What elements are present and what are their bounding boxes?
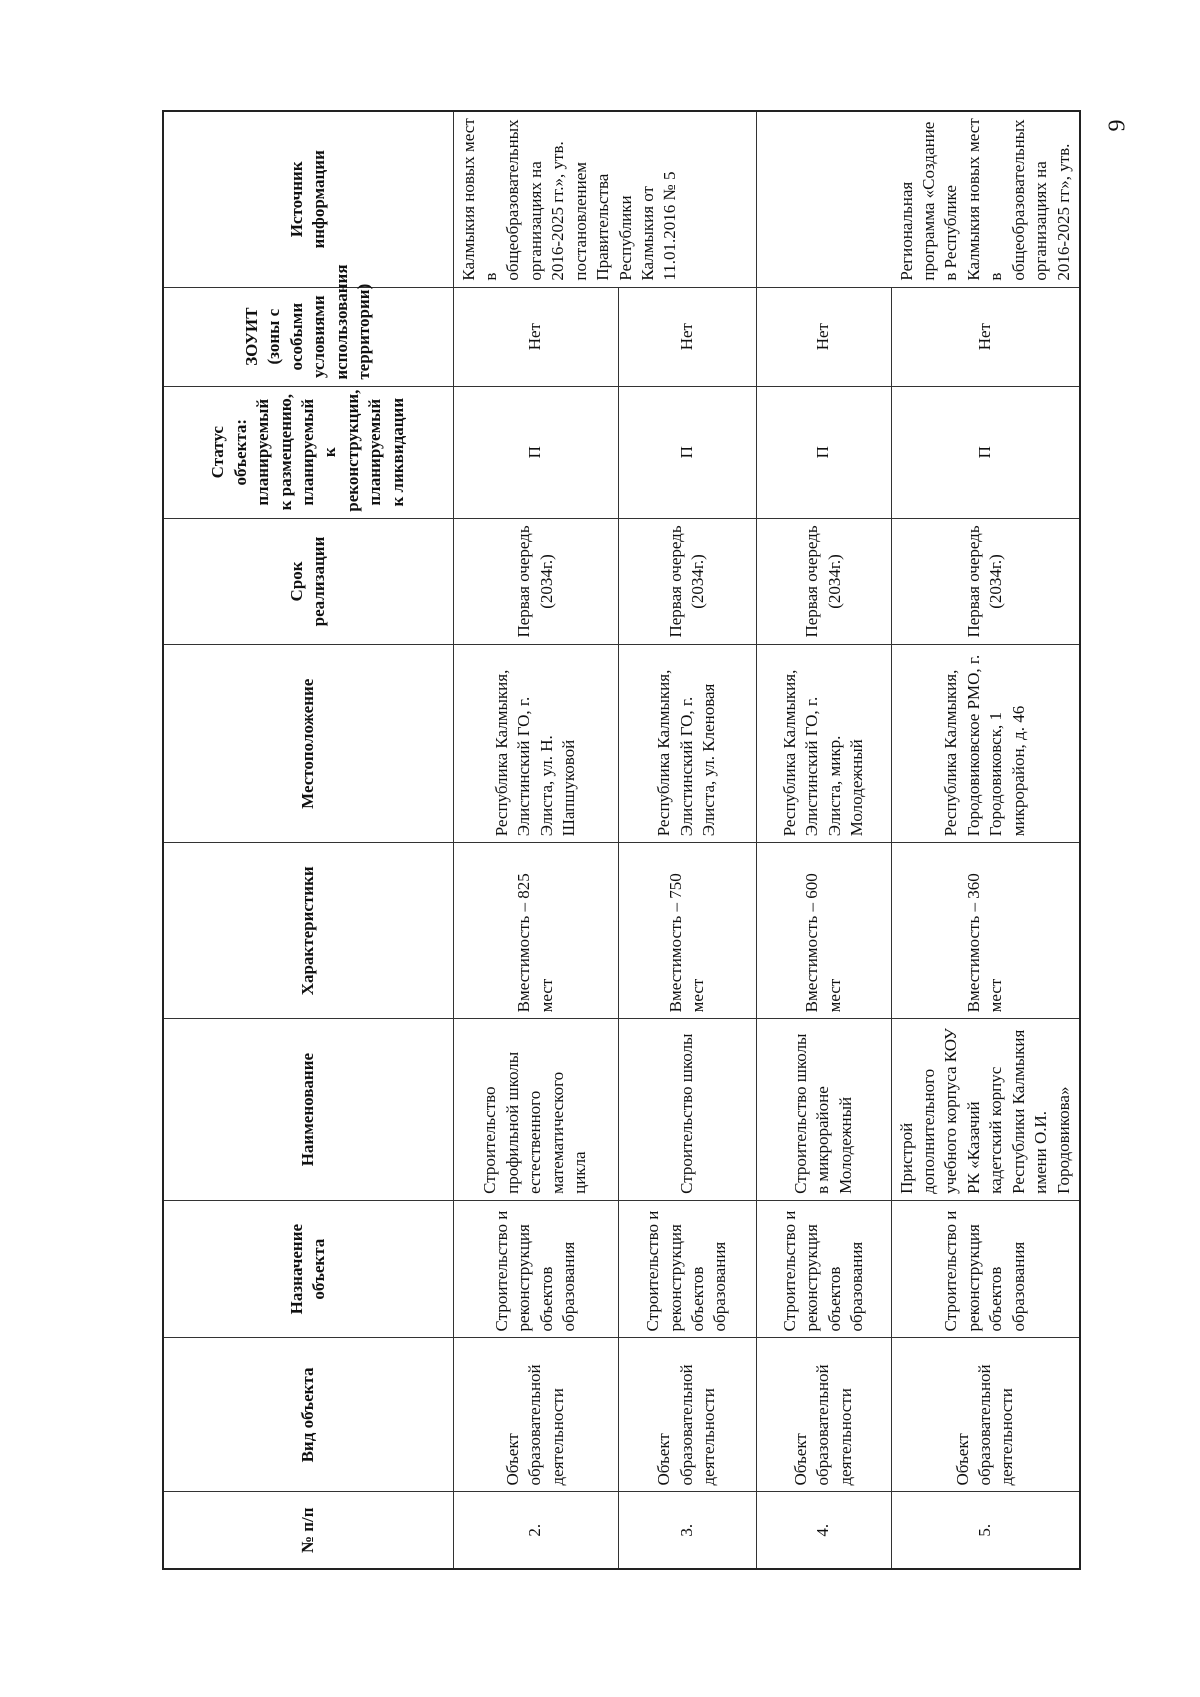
table-header-row bbox=[163, 111, 453, 1569]
object-purpose: Строительство и реконструкция объектов образования bbox=[618, 1200, 756, 1338]
object-name: Строительство школы в микрорайоне Молодежный bbox=[756, 1019, 891, 1201]
implementation-term: Первая очередь (2034г.) bbox=[891, 518, 1080, 645]
object-status: П bbox=[891, 386, 1080, 518]
row-number: 4. bbox=[756, 1492, 891, 1569]
object-type: Объект образовательной деятельности bbox=[453, 1338, 618, 1492]
column-header: Срок реализации bbox=[163, 518, 453, 645]
object-name: Строительство профильной школы естественного математического цикла bbox=[453, 1019, 618, 1201]
object-purpose: Строительство и реконструкция объектов образования bbox=[756, 1200, 891, 1338]
column-header: Характеристики bbox=[163, 843, 453, 1019]
objects-table bbox=[162, 110, 1081, 1570]
object-type: Объект образовательной деятельности bbox=[756, 1338, 891, 1492]
column-header: Источник информации bbox=[163, 111, 453, 287]
implementation-term: Первая очередь (2034г.) bbox=[453, 518, 618, 645]
object-specs: Вместимость – 600 мест bbox=[756, 843, 891, 1019]
object-specs: Вместимость – 750 мест bbox=[618, 843, 756, 1019]
table-row bbox=[453, 111, 618, 1569]
object-purpose: Строительство и реконструкция объектов образования bbox=[453, 1200, 618, 1338]
zouit-value: Нет bbox=[618, 287, 756, 386]
table-row bbox=[891, 111, 1080, 1569]
table-row bbox=[756, 111, 891, 1569]
zouit-value: Нет bbox=[756, 287, 891, 386]
implementation-term: Первая очередь (2034г.) bbox=[756, 518, 891, 645]
page-number: 9 bbox=[1104, 119, 1131, 132]
object-location: Республика Калмыкия, Элистинский ГО, г. Элиста, ул. Н. Шапшуковой bbox=[453, 645, 618, 843]
column-header: Наименование bbox=[163, 1019, 453, 1201]
column-header: Местоположение bbox=[163, 645, 453, 843]
column-header: Вид объекта bbox=[163, 1338, 453, 1492]
column-header: Назначение объекта bbox=[163, 1200, 453, 1338]
object-location: Республика Калмыкия, Элистинский ГО, г. Элиста, микр. Молодежный bbox=[756, 645, 891, 843]
rotated-page-content bbox=[162, 110, 1080, 1570]
object-name: Пристрой дополнительного учебного корпуса КОУ РК «Казачий кадетский корпус Республики Калмыкия имени О.И. Городовикова» bbox=[891, 1019, 1080, 1201]
object-status: П bbox=[756, 386, 891, 518]
table-row bbox=[618, 111, 756, 1569]
object-type: Объект образовательной деятельности bbox=[891, 1338, 1080, 1492]
zouit-value: Нет bbox=[891, 287, 1080, 386]
object-location: Республика Калмыкия, Городовиковское РМО, г. Городовиковск, 1 микрорайон, д. 46 bbox=[891, 645, 1080, 843]
information-source: Региональная программа «Создание в Республике Калмыкия новых мест в общеобразовательных организациях на 2016-2025 гг», утв. bbox=[756, 111, 1080, 287]
column-header: № п/п bbox=[163, 1492, 453, 1569]
object-status: П bbox=[618, 386, 756, 518]
column-header: Статус объекта: планируемый к размещению, планируемый к реконструкции, планируемый к ликвидации bbox=[163, 386, 453, 518]
object-specs: Вместимость – 825 мест bbox=[453, 843, 618, 1019]
object-name: Строительство школы bbox=[618, 1019, 756, 1201]
row-number: 5. bbox=[891, 1492, 1080, 1569]
row-number: 2. bbox=[453, 1492, 618, 1569]
object-purpose: Строительство и реконструкция объектов образования bbox=[891, 1200, 1080, 1338]
object-status: П bbox=[453, 386, 618, 518]
object-type: Объект образовательной деятельности bbox=[618, 1338, 756, 1492]
object-specs: Вместимость – 360 мест bbox=[891, 843, 1080, 1019]
information-source: Калмыкия новых мест в общеобразовательных организациях на 2016-2025 гг.», утв. постановлением Правительства Республики Калмыкия от 11.01.2016 № 5 bbox=[453, 111, 756, 287]
implementation-term: Первая очередь (2034г.) bbox=[618, 518, 756, 645]
zouit-value: Нет bbox=[453, 287, 618, 386]
object-location: Республика Калмыкия, Элистинский ГО, г. Элиста, ул. Кленовая bbox=[618, 645, 756, 843]
row-number: 3. bbox=[618, 1492, 756, 1569]
column-header: ЗОУИТ (зоны с особыми условиями использования территории) bbox=[163, 287, 453, 386]
